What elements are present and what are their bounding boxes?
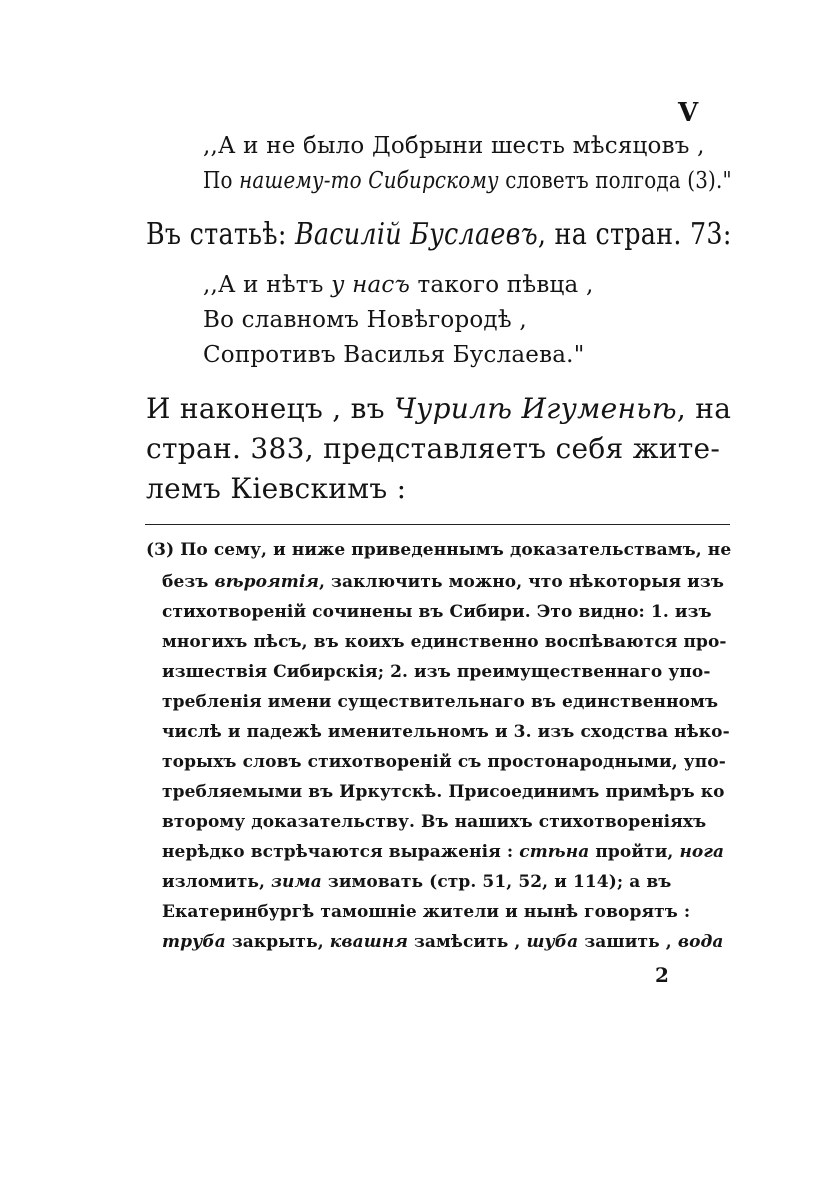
quote2-line3: Сопротивъ Василья Буслаева."	[203, 342, 585, 368]
footnote-italic: квашня	[329, 932, 408, 952]
quote1-line2	[203, 168, 732, 194]
heading1-italic: Василій Буслаевъ	[294, 217, 538, 252]
footnote-line	[162, 572, 724, 592]
quote1-line2-end: словетъ полгода (3)."	[498, 168, 732, 194]
footnote-text: замѣсить ,	[407, 932, 527, 952]
footnote-italic: стѣна	[519, 842, 590, 862]
quote2-line1-end: такого пѣвца ,	[410, 272, 594, 298]
footnote-line: многихъ пѣсъ, въ коихъ единственно воспѣваются про-	[162, 632, 727, 652]
footnote-text: закрыть,	[225, 932, 330, 952]
heading1-start: Въ статьѣ:	[146, 217, 295, 252]
footnote-line: Екатеринбургѣ тамошніе жители и нынѣ говорятъ :	[162, 902, 691, 922]
heading2-line1-italic: Чурилѣ Игуменьѣ	[394, 392, 677, 425]
footnote-line: торыхъ словъ стихотвореній съ простонародными, упо-	[162, 752, 726, 772]
footnote-text: нерѣдко встрѣчаются выраженія :	[162, 842, 520, 862]
footnote-text: безъ	[162, 572, 215, 592]
footnote-italic: шуба	[526, 932, 579, 952]
footnote-text: зашить ,	[578, 932, 678, 952]
footnote-line: второму доказательству. Въ нашихъ стихотвореніяхъ	[162, 812, 707, 832]
quote2-line1-start: ,,А и нѣтъ	[203, 272, 332, 298]
footnote-line	[162, 872, 671, 892]
footnote-line: стихотвореній сочинены въ Сибири. Это видно: 1. изъ	[162, 602, 712, 622]
footnote-italic: нога	[679, 842, 725, 862]
footnote-italic: вода	[677, 932, 724, 952]
footnote-line: числѣ и падежѣ именительномъ и 3. изъ сходства нѣко-	[162, 722, 730, 742]
quote1-line2-start: По	[203, 168, 240, 194]
footnote-line: требленія имени существительнаго въ единственномъ	[162, 692, 719, 712]
heading2-line1-end: , на	[676, 392, 732, 425]
footnote-text: зимовать (стр. 51, 52, и 114); а въ	[321, 872, 672, 892]
heading2-line3: лемъ Кіевскимъ :	[146, 472, 407, 505]
footnote-italic: труба	[162, 932, 226, 952]
page-number: V	[678, 98, 699, 128]
section-heading-buslaev	[146, 217, 732, 252]
signature-mark: 2	[655, 963, 669, 987]
footnote-line	[162, 932, 724, 952]
quote2-line1-italic: у насъ	[331, 272, 410, 298]
footnote-line: требляемыми въ Иркутскѣ. Присоединимъ примѣръ ко	[162, 782, 725, 802]
footnote-line: (3) По сему, и ниже приведеннымъ доказательствамъ, не	[146, 540, 732, 560]
footnote-text: , заключить можно, что нѣкоторыя изъ	[319, 572, 724, 592]
footnote-text: изломить,	[162, 872, 272, 892]
quote2-line2: Во славномъ Новѣгородѣ ,	[203, 307, 527, 333]
heading2-line1-start: И наконецъ , въ	[146, 392, 395, 425]
quote2-line1	[203, 272, 593, 298]
quote1-line2-italic: нашему-то Сибирскому	[239, 168, 499, 194]
heading2-line1	[146, 392, 731, 425]
footnote-italic: зима	[271, 872, 322, 892]
heading2-line2: стран. 383, представляетъ себя жите-	[146, 432, 721, 465]
footnote-text: пройти,	[589, 842, 680, 862]
footnote-divider	[145, 524, 730, 525]
footnote-line	[162, 842, 724, 862]
footnote-italic: вѣроятія	[214, 572, 320, 592]
footnote-line: изшествія Сибирскія; 2. изъ преимущественнаго упо-	[162, 662, 711, 682]
heading1-end: , на стран. 73:	[537, 217, 732, 252]
quote1-line1: ,,А и не было Добрыни шесть мѣсяцовъ ,	[203, 133, 705, 159]
